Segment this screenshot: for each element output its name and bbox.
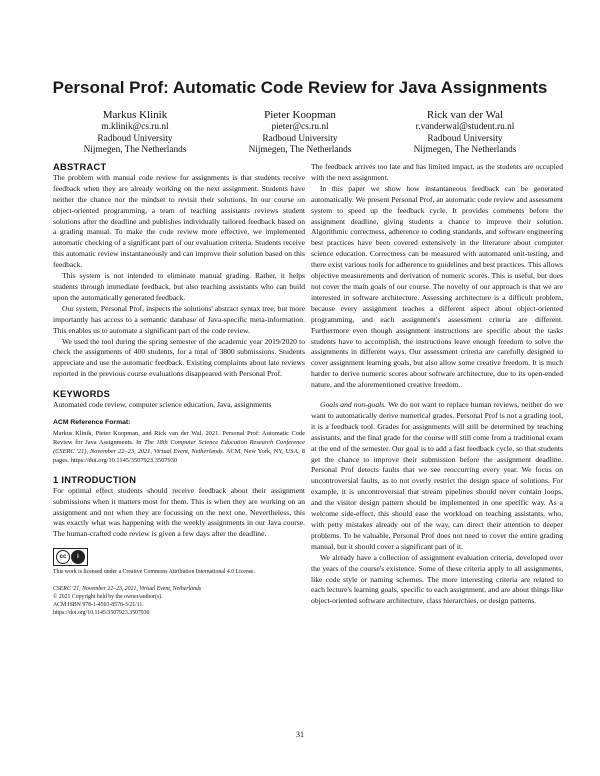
author-email: r.vanderwal@student.ru.nl [415, 122, 515, 132]
creative-commons-logo[interactable] [53, 548, 88, 566]
isbn-line: ACM ISBN 978-1-4503-8576-3/21/11. [53, 602, 144, 609]
body-paragraph: We already have a collection of assignment evaluation criteria, developed over the years of the course's existence. Some of these criteria apply to all assignments, like code style or naming schemes. The more interesting criteria are related to each lecture's learning goals, specific to each assignment, and are about things like object-oriented software architecture, class hierarchies, or design patterns. [311, 552, 563, 606]
author-email: m.klinik@cs.ru.nl [101, 122, 169, 132]
author-block-2 [210, 108, 390, 157]
introduction-heading: 1 INTRODUCTION [53, 474, 137, 485]
author-location: Nijmegen, The Netherlands [83, 145, 187, 156]
right-column [311, 162, 563, 607]
author-affiliation: Radboud University [262, 133, 338, 144]
venue-line: CSERC '21, November 22–23, 2021, Virtual Event, Netherlands [53, 585, 202, 592]
page-number: 31 [296, 730, 304, 739]
author-affiliation: Radboud University [427, 133, 503, 144]
paper-title: Personal Prof: Automatic Code Review for Java Assignments [52, 78, 548, 97]
body-paragraph: The feedback arrives too late and has limited impact, as the students are occupied with the next assignment. [311, 162, 563, 182]
author-name: Rick van der Wal [426, 109, 504, 121]
author-affiliation: Radboud University [97, 133, 173, 144]
abstract-heading: ABSTRACT [53, 162, 107, 172]
author-block-3 [375, 108, 555, 157]
abstract-paragraph: Our system, Personal Prof, inspects the solutions' abstract syntax tree, but more importantly has access to a semantic database of Java-specific meta-information. This enables us to automate a significant part of the code review. [53, 303, 305, 335]
author-email: pieter@cs.ru.nl [271, 122, 329, 132]
acm-reference-heading: ACM Reference Format: [53, 418, 131, 426]
cc-icon: cc [56, 550, 70, 564]
abstract-paragraph: This system is not intended to eliminate manual grading. Rather, it helps students through immediate feedback, but also teaching assistants who can build upon the automatically generated feedback. [53, 271, 305, 302]
acm-reference-text [53, 429, 305, 465]
copyright-line: © 2021 Copyright held by the owner/author(s). [53, 593, 163, 600]
acm-reference-authors: Markus Klinik, Pieter Koopman, and Rick van der Wal. 2021. Personal Prof: Automatic Code Review for Java Assignments. In [53, 429, 305, 446]
license-text: This work is licensed under a Creative Commons Attribution International 4.0 License. [53, 569, 256, 576]
author-name: Pieter Koopman [264, 109, 336, 121]
abstract-paragraph: We used the tool during the spring semester of the academic year 2019/2020 to check the assignments of 400 students, for a total of 3800 submissions. Students appreciate and use the automatic feedback. Existing complaints about late reviews reported in the previous course evaluations disappeared with Personal Prof. [53, 336, 305, 379]
author-location: Nijmegen, The Netherlands [248, 145, 352, 156]
license-block [53, 548, 305, 576]
keywords-text: Automated code review, computer science education, Java, assignments [53, 400, 272, 410]
abstract-paragraph: The problem with manual code review for assignments is that students receive feedback when they are already working on the next assignment. Students have neither the chance nor the mindset to revisit their solutions. In our course on object-oriented programming, a team of teaching assistants reviews student solutions after the deadline and publishes individually tailored feedback based on a grading manual. To make the code review more effective, we implemented automatic checking of a significant part of our evaluation criteria. Students receive this automatic review instantaneously and can improve their solution based on this feedback. [53, 172, 305, 270]
doi-link[interactable]: https://doi.org/10.1145/3507923.3507930 [53, 610, 150, 617]
goals-text: We do not want to replace human reviews, neither do we want to automatically derive numerical grades. Personal Prof is not a grading tool, it is a feedback tool. Grades for assignments will still be determined by teaching assistants, and the final grade for the course will still come from a traditional exam at the end of the semester. Our goal is to add a fast feedback cycle, so that students get the chance to improve their submission before the assignment deadline. Personal Prof detects faults that we see reoccurring every year. We focus on uncontroversial faults, as to not overly restrict the design space of solutions. For example, it is uncontroversial that stream pipelines should never contain loops, and the visitor design pattern should be implemented in one specific way. As a welcome side-effect, this should ease the workload on teaching assistants, who, with petty mistakes already out of the way, can direct their attention to deeper problems. To be valuable, Personal Prof does not need to cover the entire grading manual, but it should cover a significant part of it. [311, 400, 563, 551]
introduction-paragraph: For optimal effect students should receive feedback about their assignment submissions when it matters most for them. This is when they are working on an assignment and not when they are focussing on the next one. Nevertheless, this was exactly what was happening with the weekly assignments in our Java course. The human-crafted code review is given a few days after the deadline. [53, 485, 305, 539]
goals-label: Goals and non-goals. [320, 400, 387, 410]
author-location: Nijmegen, The Netherlands [413, 145, 517, 156]
acm-reference-venue: The 18th Computer Science Education Research Conference (CSERC '21), November 22–23, 2021, Virtual Event, Netherlands. [53, 438, 306, 455]
publication-info [53, 585, 305, 618]
attribution-icon: i [71, 550, 85, 564]
left-column [53, 162, 305, 618]
acm-reference [53, 418, 305, 465]
keywords-heading: KEYWORDS [53, 389, 111, 400]
author-name: Markus Klinik [102, 109, 168, 121]
acm-reference-doi[interactable]: ACM, New York, NY, USA, 8 pages. https://doi.org/10.1145/3507923.3507930 [53, 447, 305, 464]
body-paragraph: In this paper we show how instantaneous feedback can be generated automatically. We present Personal Prof, an automatic code review and assessment system to speed up the feedback cycle. It provides comments before the assignment deadline, giving students a chance to improve their solution. Algorithmic correctness, adherence to coding standards, and software engineering best practices have been covered extensively in the literature about computer science education. Correctness can be measured with automated unit-testing, and there exist various tools for adherence to guidelines and best practices. This allows objective measurements and derivation of numeric scores. This is useful, but does not cover the main goals of our course. The novelty of our approach is that we are interested in software architecture. Assessing architecture is a difficult problem, because every assignment teaches a different aspect about object-oriented programming, and each assignment's assessment criteria are different. Furthermore even though assignment instructions are specific about the tasks students have to accomplish, the instructions leave enough freedom to solve the assignments in different ways. Our assessment criteria are carefully designed to cover assignment learning goals, but also allow some creative freedom. It is much harder to derive numeric scores about software architecture, due to its open-ended nature, and the aforementioned creative freedom. [311, 183, 563, 390]
goals-paragraph [311, 400, 563, 553]
author-block-1 [45, 108, 225, 157]
